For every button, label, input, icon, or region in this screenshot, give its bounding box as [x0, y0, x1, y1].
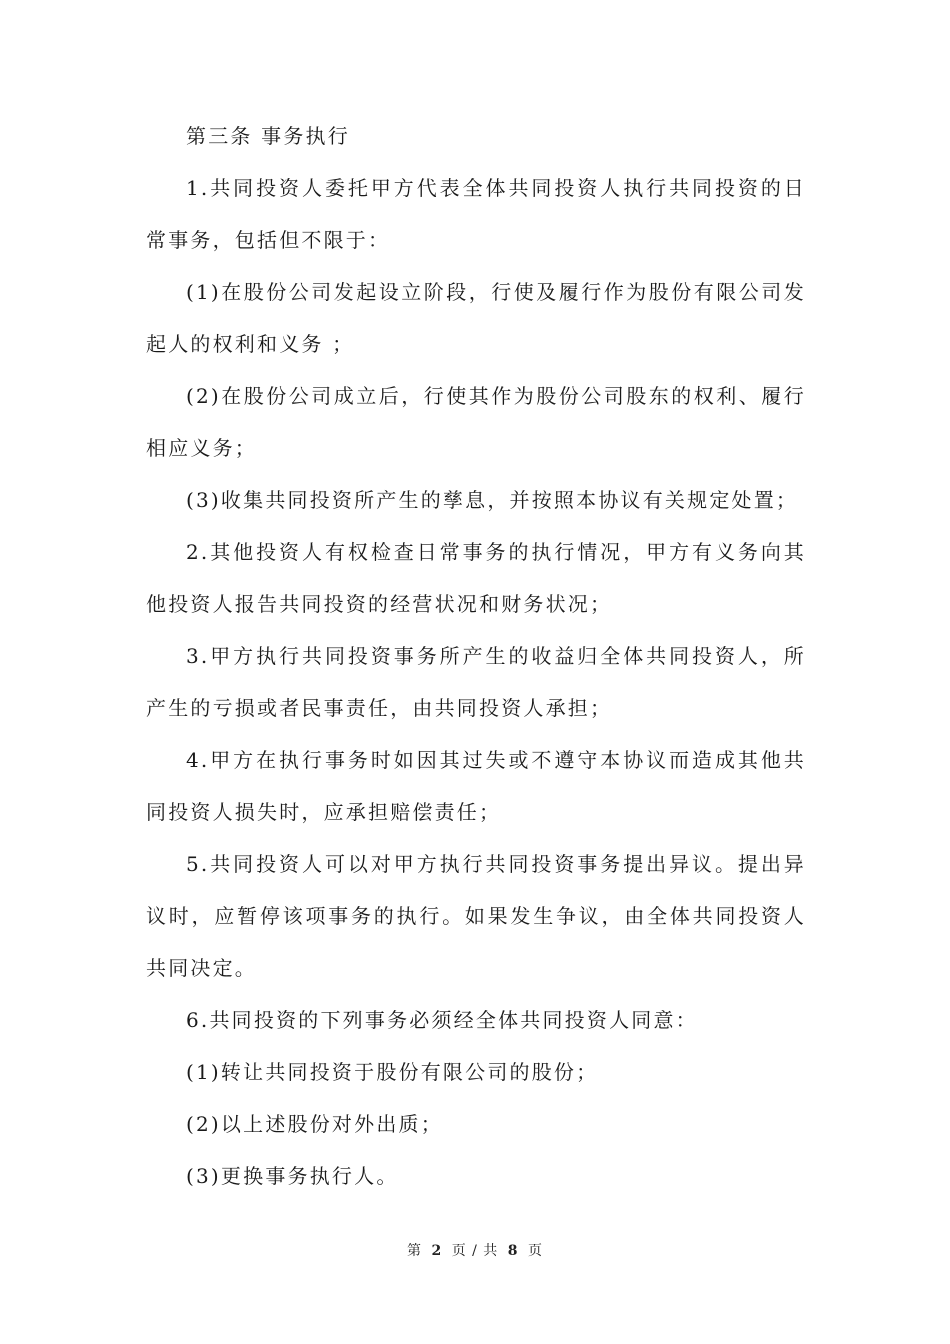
clause-6: 6.共同投资的下列事务必须经全体共同投资人同意： [186, 1008, 698, 1032]
total-pages-number: 8 [507, 1243, 519, 1259]
clause-1-item-3: (3)收集共同投资所产生的孳息，并按照本协议有关规定处置； [186, 488, 799, 512]
clause-3: 3.甲方执行共同投资事务所产生的收益归全体共同投资人，所产生的亏损或者民事责任，由共同投资人承担； [146, 644, 806, 720]
footer-suffix: 页 [527, 1243, 543, 1259]
document-body [146, 110, 806, 1202]
clause-1-item-2: (2)在股份公司成立后，行使其作为股份公司股东的权利、履行相应义务； [146, 384, 806, 460]
clause-5: 5.共同投资人可以对甲方执行共同投资事务提出异议。提出异议时，应暂停该项事务的执行。如果发生争议，由全体共同投资人共同决定。 [146, 852, 806, 980]
footer-middle: 页 / 共 [451, 1243, 499, 1259]
clause-6-item-3: (3)更换事务执行人。 [186, 1164, 399, 1188]
clause-1-item-1: (1)在股份公司发起设立阶段，行使及履行作为股份有限公司发起人的权利和义务 ； [146, 280, 806, 356]
clause-6-item-1: (1)转让共同投资于股份有限公司的股份； [186, 1060, 599, 1084]
clause-4: 4.甲方在执行事务时如因其过失或不遵守本协议而造成其他共同投资人损失时，应承担赔偿责任； [146, 748, 806, 824]
clause-6-item-2: (2)以上述股份对外出质； [186, 1112, 443, 1136]
clause-2: 2.其他投资人有权检查日常事务的执行情况，甲方有义务向其他投资人报告共同投资的经营状况和财务状况； [146, 540, 806, 616]
current-page-number: 2 [431, 1243, 443, 1259]
clause-1: 1.共同投资人委托甲方代表全体共同投资人执行共同投资的日常事务，包括但不限于： [146, 176, 806, 252]
footer-prefix: 第 [407, 1243, 423, 1259]
page-footer [0, 1240, 950, 1260]
article-heading: 第三条 事务执行 [186, 124, 350, 148]
